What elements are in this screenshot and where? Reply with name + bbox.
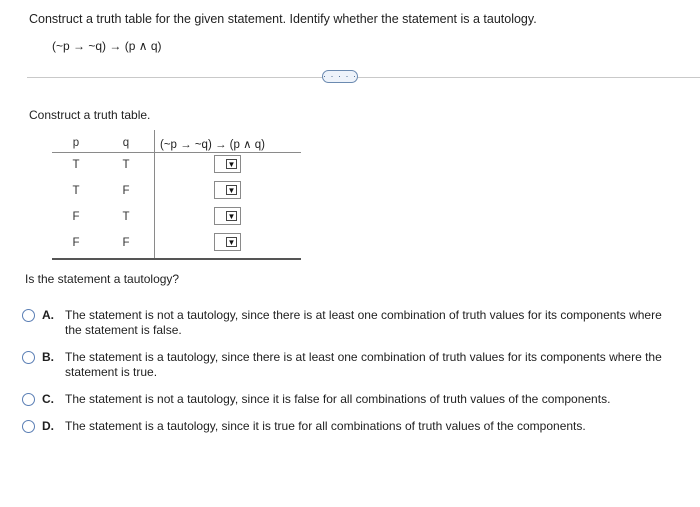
header-p: p	[72, 137, 80, 149]
row2-q: F	[122, 185, 130, 197]
row1-p: T	[72, 159, 80, 171]
header-expression: (~p → ~q) → (p ∧ q)	[160, 139, 265, 151]
row2-value-select[interactable]	[214, 181, 241, 199]
truth-table-instruction: Construct a truth table.	[29, 108, 151, 122]
row4-p: F	[72, 237, 80, 249]
expand-more-button[interactable]: · · · · ·	[323, 71, 357, 81]
chevron-down-icon: ▼	[227, 212, 236, 221]
table-column-divider	[154, 130, 155, 258]
chevron-down-icon: ▼	[227, 186, 236, 195]
chevron-down-icon: ▼	[227, 238, 236, 247]
section-divider	[27, 77, 700, 78]
radio-button[interactable]	[22, 309, 35, 322]
option-text: The statement is not a tautology, since there is at least one combination of truth values for its components where the statement is false.	[65, 308, 662, 337]
option-letter: B.	[42, 350, 54, 364]
truth-table	[52, 130, 301, 260]
tautology-question: Is the statement a tautology?	[25, 272, 180, 286]
question-prompt: Construct a truth table for the given statement. Identify whether the statement is a tautology.	[29, 12, 537, 26]
option-text: The statement is a tautology, since it is true for all combinations of truth values of the components.	[65, 419, 586, 433]
option-letter: D.	[42, 419, 54, 433]
row1-value-select[interactable]	[214, 155, 241, 173]
table-header-rule	[52, 152, 301, 153]
row4-q: F	[122, 237, 130, 249]
option-text: The statement is not a tautology, since it is false for all combinations of truth values of the components.	[65, 392, 611, 406]
option-letter: C.	[42, 392, 54, 406]
header-q: q	[122, 137, 130, 149]
radio-button[interactable]	[22, 393, 35, 406]
option-text: The statement is a tautology, since there is at least one combination of truth values for its components where the statement is true.	[65, 350, 662, 379]
logic-statement: (~p → ~q) → (p ∧ q)	[52, 39, 162, 53]
row3-p: F	[72, 211, 80, 223]
row4-value-select[interactable]	[214, 233, 241, 251]
table-bottom-rule	[52, 258, 301, 260]
row3-value-select[interactable]	[214, 207, 241, 225]
option-letter: A.	[42, 308, 54, 322]
row2-p: T	[72, 185, 80, 197]
radio-button[interactable]	[22, 351, 35, 364]
row3-q: T	[122, 211, 130, 223]
chevron-down-icon: ▼	[227, 160, 236, 169]
radio-button[interactable]	[22, 420, 35, 433]
row1-q: T	[122, 159, 130, 171]
